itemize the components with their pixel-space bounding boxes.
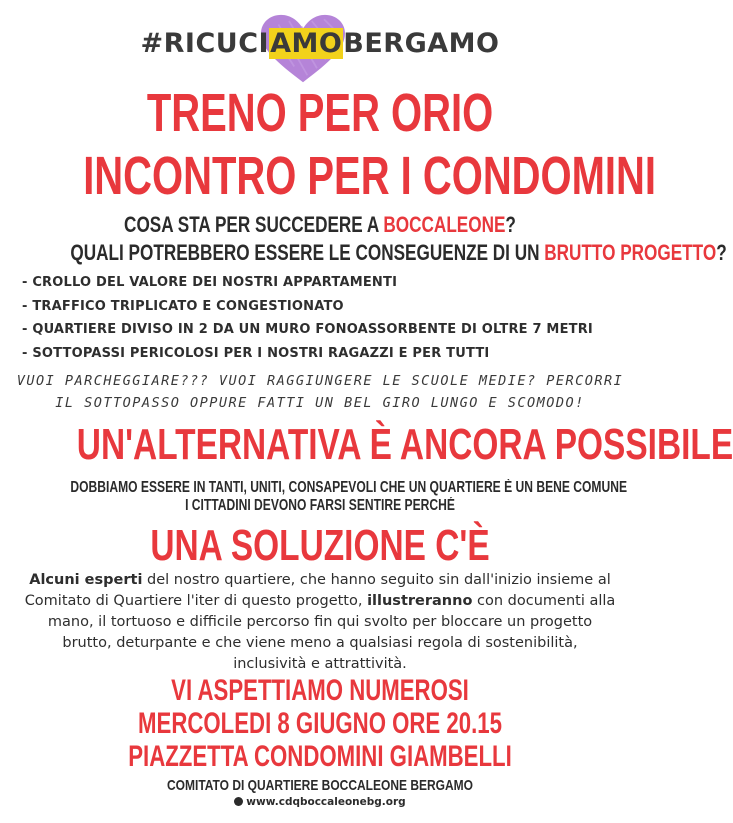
call-line-2: I CITTADINI DEVONO FARSI SENTIRE PERCHÉ: [185, 497, 455, 514]
globe-icon: [234, 797, 243, 806]
hashtag-highlight: AMO: [270, 28, 343, 59]
question-1-pre: COSA STA PER SUCCEDERE A: [124, 212, 384, 237]
call-line-1: DOBBIAMO ESSERE IN TANTI, UNITI, CONSAPEVOLI CHE UN QUARTIERE È UN BENE COMUNE: [70, 479, 628, 496]
list-item: - TRAFFICO TRIPLICATO E CONGESTIONATO: [22, 298, 344, 314]
paragraph-line-3: mano, il tortuoso e difficile percorso fin qui svolto per bloccare un progetto: [47, 614, 593, 630]
event-date: MERCOLEDI 8 GIUGNO ORE 20.15: [138, 707, 502, 740]
question-1-post: ?: [505, 212, 516, 237]
website-url: www.cdqboccaleonebg.org: [246, 796, 406, 808]
paragraph-line-5: inclusività e attrattività.: [233, 656, 407, 672]
list-item: - CROLLO DEL VALORE DEI NOSTRI APPARTAMENTI: [22, 275, 398, 290]
paragraph-line-1: [0, 570, 640, 591]
event-location: PIAZZETTA CONDOMINI GIAMBELLI: [128, 740, 512, 773]
hashtag-post: BERGAMO: [343, 28, 500, 59]
committee-name: COMITATO DI QUARTIERE BOCCALEONE BERGAMO: [167, 777, 473, 794]
list-item: - QUARTIERE DIVISO IN 2 DA UN MURO FONOASSORBENTE DI OLTRE 7 METRI: [22, 322, 593, 337]
question-2-highlight: BRUTTO PROGETTO: [544, 240, 717, 265]
hashtag-pre: #RICUCI: [140, 28, 270, 59]
title-line-2: INCONTRO PER I CONDOMINI: [83, 146, 656, 206]
question-1-highlight: BOCCALEONE: [383, 212, 506, 237]
note-line-1: VUOI PARCHEGGIARE??? VUOI RAGGIUNGERE LE SCUOLE MEDIE? PERCORRI: [16, 373, 624, 389]
list-item: - SOTTOPASSI PERICOLOSI PER I NOSTRI RAGAZZI E PER TUTTI: [22, 345, 490, 361]
description-paragraph: [0, 570, 640, 675]
solution-heading: UNA SOLUZIONE C'È: [150, 521, 490, 570]
event-invite: VI ASPETTIAMO NUMEROSI: [171, 674, 469, 707]
paragraph-bold-experts: Alcuni esperti: [29, 572, 143, 588]
alternative-heading: UN'ALTERNATIVA È ANCORA POSSIBILE: [76, 420, 733, 469]
note-line-2: IL SOTTOPASSO OPPURE FATTI UN BEL GIRO LUNGO E SCOMODO!: [55, 395, 585, 411]
consequences-list: [22, 271, 622, 365]
hashtag-title: [0, 28, 640, 59]
question-2-post: ?: [716, 240, 727, 265]
paragraph-line-1-rest: del nostro quartiere, che hanno seguito sin dall'inizio insieme al: [142, 572, 611, 588]
website: [0, 796, 640, 808]
paragraph-line-2: [0, 591, 640, 612]
hashtag-banner: [0, 8, 640, 78]
paragraph-line-2-post: con documenti alla: [472, 593, 616, 609]
question-1: [70, 212, 569, 238]
paragraph-bold-illustrate: illustreranno: [367, 593, 473, 609]
paragraph-line-2-pre: Comitato di Quartiere l'iter di questo progetto,: [24, 593, 368, 609]
question-2: [70, 240, 727, 266]
question-2-pre: QUALI POTREBBERO ESSERE LE CONSEGUENZE DI UN: [70, 240, 545, 265]
title-line-1: TRENO PER ORIO: [146, 83, 494, 143]
paragraph-line-4: brutto, deturpante e che viene meno a qualsiasi regola di sostenibilità,: [62, 635, 578, 651]
